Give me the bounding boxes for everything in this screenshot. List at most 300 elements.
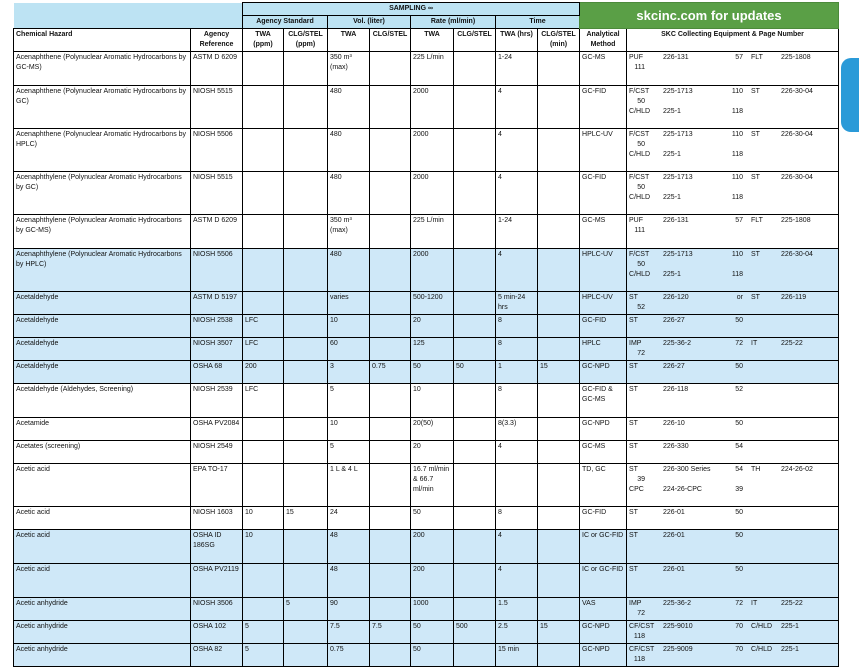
equipment-part: 226-30-04 (781, 88, 813, 95)
table-row (14, 441, 839, 464)
cell-chemical-hazard: Acetic acid (14, 564, 191, 598)
table-row (14, 418, 839, 441)
cell-time-clg (538, 441, 580, 464)
cell-rate-clg (454, 418, 496, 441)
cell-twa-ppm (243, 249, 284, 292)
equipment-line (629, 362, 836, 382)
equipment-part: 226-131 (663, 217, 689, 224)
cell-vol-twa: 48 (328, 530, 370, 564)
equipment-part: 225-1713 (663, 174, 693, 181)
equipment-line (629, 442, 836, 462)
cell-time-clg (538, 564, 580, 598)
cell-analytical-method: TD, GC (580, 464, 627, 507)
cell-agency-reference: NIOSH 5515 (191, 86, 243, 129)
cell-rate-clg (454, 249, 496, 292)
equipment-part: FLT (751, 54, 763, 61)
cell-equipment (627, 86, 839, 129)
cell-clg-stel-ppm (284, 249, 328, 292)
equipment-part: 50 (735, 420, 744, 427)
cell-agency-reference: NIOSH 2539 (191, 384, 243, 418)
corner-blank (14, 3, 243, 16)
cell-vol-twa: 5 (328, 441, 370, 464)
cell-vol-twa: 60 (328, 338, 370, 361)
equipment-part: ST (629, 317, 638, 324)
cell-equipment (627, 464, 839, 507)
cell-agency-reference: OSHA 68 (191, 361, 243, 384)
cell-time-twa: 5 min-24 hrs (496, 292, 538, 315)
equipment-part: 225-1 (663, 151, 681, 158)
cell-vol-clg (370, 644, 411, 667)
equipment-part: 226-01 (663, 532, 685, 539)
cell-chemical-hazard: Acetaldehyde (14, 361, 191, 384)
cell-chemical-hazard: Acetic acid (14, 530, 191, 564)
equipment-part: ST (629, 466, 638, 473)
equipment-part: 225-1713 (663, 88, 693, 95)
cell-vol-twa: 350 m³ (max) (328, 52, 370, 86)
equipment-part: 225-1713 (663, 131, 693, 138)
equipment-part: CPC (629, 486, 644, 493)
cell-rate-twa: 50 (411, 644, 454, 667)
cell-agency-reference: OSHA PV2119 (191, 564, 243, 598)
cell-clg-stel-ppm (284, 292, 328, 315)
equipment-part: IMP (629, 340, 642, 347)
equipment-part: 225-36-2 (663, 600, 692, 607)
cell-clg-stel-ppm (284, 172, 328, 215)
equipment-part: 72 (637, 350, 646, 357)
sampling-group-row (14, 3, 839, 16)
cell-rate-clg (454, 86, 496, 129)
cell-equipment (627, 598, 839, 621)
equipment-part: F/CST (629, 131, 650, 138)
equipment-part: 225-1 (663, 271, 681, 278)
cell-rate-clg (454, 598, 496, 621)
equipment-part: 72 (637, 610, 646, 617)
cell-agency-reference: NIOSH 1603 (191, 507, 243, 530)
cell-time-clg (538, 249, 580, 292)
equipment-part: 226-27 (663, 317, 685, 324)
sampling-header: SAMPLING ∞ (243, 3, 580, 16)
table-row (14, 315, 839, 338)
equipment-part: ST (751, 131, 760, 138)
cell-analytical-method: HPLC (580, 338, 627, 361)
cell-rate-clg (454, 338, 496, 361)
cell-rate-twa: 225 L/min (411, 215, 454, 249)
cell-rate-clg (454, 52, 496, 86)
cell-chemical-hazard: Acetic anhydride (14, 598, 191, 621)
cell-rate-clg (454, 215, 496, 249)
equipment-part: 226-118 (663, 386, 689, 393)
equipment-part: 225-1808 (781, 54, 811, 61)
cell-vol-clg: 7.5 (370, 621, 411, 644)
cell-rate-twa: 225 L/min (411, 52, 454, 86)
cell-clg-stel-ppm (284, 530, 328, 564)
equipment-line (629, 130, 836, 150)
table-row (14, 564, 839, 598)
cell-chemical-hazard: Acetaldehyde (14, 338, 191, 361)
cell-rate-twa: 2000 (411, 129, 454, 172)
cell-agency-reference: NIOSH 3507 (191, 338, 243, 361)
cell-twa-ppm: LFC (243, 315, 284, 338)
cell-rate-twa: 200 (411, 564, 454, 598)
equipment-part: FLT (751, 217, 763, 224)
equipment-part: 226-330 (663, 443, 689, 450)
equipment-part: C/HLD (629, 151, 651, 158)
equipment-part: PUF (629, 54, 644, 61)
cell-vol-clg (370, 172, 411, 215)
equipment-part: 52 (735, 386, 744, 393)
cell-chemical-hazard: Acetates (screening) (14, 441, 191, 464)
table-row (14, 172, 839, 215)
cell-rate-twa: 2000 (411, 172, 454, 215)
cell-agency-reference: ASTM D 5197 (191, 292, 243, 315)
equipment-part: 118 (731, 151, 744, 158)
cell-twa-ppm (243, 598, 284, 621)
equipment-part: 224-26-CPC (663, 486, 702, 493)
cell-agency-reference: NIOSH 2549 (191, 441, 243, 464)
cell-time-twa: 1 (496, 361, 538, 384)
table-row (14, 249, 839, 292)
equipment-part: ST (629, 386, 638, 393)
cell-time-clg (538, 338, 580, 361)
equipment-part: 39 (735, 486, 744, 493)
cell-agency-reference: NIOSH 5515 (191, 172, 243, 215)
table-row (14, 86, 839, 129)
cell-equipment (627, 338, 839, 361)
equipment-part: 110 (731, 131, 744, 138)
chemical-hazard-header: Chemical Hazard (14, 29, 191, 52)
equipment-line (629, 173, 836, 193)
cell-vol-twa: 480 (328, 172, 370, 215)
cell-chemical-hazard: Acetic anhydride (14, 644, 191, 667)
rate-header: Rate (ml/min) (411, 16, 496, 29)
equipment-part: 118 (731, 108, 744, 115)
cell-clg-stel-ppm (284, 418, 328, 441)
cell-twa-ppm (243, 464, 284, 507)
cell-time-twa: 4 (496, 530, 538, 564)
cell-rate-twa: 200 (411, 530, 454, 564)
updates-banner[interactable]: skcinc.com for updates (580, 3, 839, 29)
equipment-part: 57 (735, 217, 744, 224)
cell-equipment (627, 215, 839, 249)
cell-time-twa: 4 (496, 249, 538, 292)
equipment-part: TH (751, 466, 761, 473)
equipment-part: F/CST (629, 251, 650, 258)
equipment-part: 50 (735, 566, 744, 573)
cell-rate-twa: 16.7 ml/min & 66.7 ml/min (411, 464, 454, 507)
equipment-part: 225-9010 (663, 623, 693, 630)
rate-twa-header: TWA (411, 29, 454, 52)
time-clg-header: CLG/STEL (min) (538, 29, 580, 52)
cell-analytical-method: VAS (580, 598, 627, 621)
cell-time-clg (538, 315, 580, 338)
cell-agency-reference: OSHA PV2084 (191, 418, 243, 441)
cell-time-twa: 15 min (496, 644, 538, 667)
cell-agency-reference: NIOSH 2538 (191, 315, 243, 338)
cell-chemical-hazard: Acetaldehyde (Aldehydes, Screening) (14, 384, 191, 418)
equipment-part: 50 (735, 363, 744, 370)
cell-twa-ppm: 10 (243, 530, 284, 564)
equipment-part: PUF (629, 217, 644, 224)
equipment-part: ST (629, 443, 638, 450)
equipment-part: 50 (637, 184, 646, 191)
equipment-part: F/CST (629, 88, 650, 95)
cell-clg-stel-ppm (284, 338, 328, 361)
equipment-part: C/HLD (751, 646, 773, 653)
cell-agency-reference: NIOSH 5506 (191, 249, 243, 292)
cell-time-twa: 4 (496, 564, 538, 598)
side-tab[interactable] (841, 58, 859, 132)
cell-twa-ppm (243, 129, 284, 172)
cell-time-twa: 8(3.3) (496, 418, 538, 441)
cell-equipment (627, 361, 839, 384)
equipment-line (629, 465, 836, 485)
equipment-part: or (736, 294, 744, 301)
cell-time-clg (538, 464, 580, 507)
cell-vol-clg (370, 249, 411, 292)
cell-clg-stel-ppm (284, 564, 328, 598)
equipment-part: 225-22 (781, 340, 803, 347)
cell-agency-reference: OSHA 102 (191, 621, 243, 644)
cell-time-twa: 8 (496, 507, 538, 530)
equipment-line (629, 485, 836, 505)
equipment-line (629, 293, 836, 313)
cell-twa-ppm (243, 52, 284, 86)
equipment-part: 226-30-04 (781, 174, 813, 181)
cell-time-clg: 15 (538, 621, 580, 644)
equipment-part: 50 (735, 509, 744, 516)
cell-twa-ppm: 5 (243, 644, 284, 667)
cell-vol-twa: 24 (328, 507, 370, 530)
cell-clg-stel-ppm (284, 315, 328, 338)
cell-rate-clg (454, 441, 496, 464)
cell-twa-ppm: 10 (243, 507, 284, 530)
table-body (14, 52, 839, 667)
equipment-line (629, 339, 836, 359)
cell-chemical-hazard: Acetic anhydride (14, 621, 191, 644)
equipment-line (629, 53, 836, 73)
cell-time-twa: 2.5 (496, 621, 538, 644)
cell-vol-clg (370, 215, 411, 249)
equipment-part: C/HLD (629, 271, 651, 278)
table-row (14, 215, 839, 249)
equipment-part: CF/CST (629, 623, 655, 630)
cell-clg-stel-ppm (284, 129, 328, 172)
equipment-line (629, 599, 836, 619)
equipment-part: C/HLD (629, 194, 651, 201)
cell-vol-clg (370, 464, 411, 507)
cell-chemical-hazard: Acetamide (14, 418, 191, 441)
equipment-part: ST (629, 509, 638, 516)
equipment-part: 226-01 (663, 566, 685, 573)
cell-time-clg (538, 129, 580, 172)
cell-rate-clg (454, 129, 496, 172)
cell-clg-stel-ppm: 15 (284, 507, 328, 530)
cell-clg-stel-ppm (284, 441, 328, 464)
cell-rate-clg: 50 (454, 361, 496, 384)
cell-rate-twa: 50 (411, 621, 454, 644)
cell-rate-twa: 2000 (411, 249, 454, 292)
equipment-part: 226-300 Series (663, 466, 711, 473)
cell-time-clg (538, 530, 580, 564)
cell-chemical-hazard: Acetic acid (14, 464, 191, 507)
cell-vol-twa: 480 (328, 249, 370, 292)
table-row (14, 507, 839, 530)
cell-time-clg (538, 598, 580, 621)
equipment-line (629, 531, 836, 551)
cell-rate-clg (454, 292, 496, 315)
equipment-part: ST (629, 363, 638, 370)
equipment-part: 224-26-02 (781, 466, 813, 473)
cell-chemical-hazard: Acetaldehyde (14, 292, 191, 315)
table-row (14, 464, 839, 507)
equipment-part: 225-1 (781, 623, 799, 630)
cell-vol-clg (370, 338, 411, 361)
cell-vol-clg (370, 86, 411, 129)
cell-time-clg (538, 644, 580, 667)
cell-chemical-hazard: Acenaphthylene (Polynuclear Aromatic Hydrocarbons by GC) (14, 172, 191, 215)
equipment-part: ST (629, 532, 638, 539)
cell-equipment (627, 530, 839, 564)
column-header-row (14, 29, 839, 52)
cell-vol-twa: 10 (328, 315, 370, 338)
equipment-part: 50 (637, 98, 646, 105)
equipment-part: 110 (731, 174, 744, 181)
equipment-part: 70 (735, 623, 744, 630)
cell-time-twa: 1-24 (496, 52, 538, 86)
equipment-part: 39 (637, 476, 646, 483)
cell-time-clg: 15 (538, 361, 580, 384)
sampling-table (13, 2, 839, 667)
equipment-part: 225-36-2 (663, 340, 692, 347)
equipment-part: 111 (634, 227, 646, 234)
cell-vol-twa: 480 (328, 86, 370, 129)
cell-chemical-hazard: Acenaphthylene (Polynuclear Aromatic Hydrocarbons by GC-MS) (14, 215, 191, 249)
equipment-line (629, 150, 836, 170)
cell-rate-clg (454, 315, 496, 338)
equipment-line (629, 216, 836, 236)
cell-analytical-method: GC-FID & GC-MS (580, 384, 627, 418)
cell-time-twa: 8 (496, 315, 538, 338)
cell-time-twa: 1-24 (496, 215, 538, 249)
cell-vol-clg (370, 292, 411, 315)
cell-time-twa: 8 (496, 384, 538, 418)
cell-chemical-hazard: Acenaphthene (Polynuclear Aromatic Hydrocarbons by GC-MS) (14, 52, 191, 86)
cell-time-clg (538, 215, 580, 249)
equipment-part: IMP (629, 600, 642, 607)
cell-twa-ppm (243, 564, 284, 598)
cell-rate-twa: 50 (411, 507, 454, 530)
agency-standard-header: Agency Standard (243, 16, 328, 29)
equipment-part: C/HLD (629, 108, 651, 115)
cell-vol-twa: 480 (328, 129, 370, 172)
equipment-line (629, 250, 836, 270)
cell-chemical-hazard: Acenaphthylene (Polynuclear Aromatic Hydrocarbons by HPLC) (14, 249, 191, 292)
cell-equipment (627, 441, 839, 464)
cell-vol-twa: 7.5 (328, 621, 370, 644)
equipment-part: 52 (637, 304, 646, 311)
cell-vol-twa: 90 (328, 598, 370, 621)
cell-twa-ppm (243, 418, 284, 441)
cell-equipment (627, 418, 839, 441)
equipment-line (629, 645, 836, 665)
cell-analytical-method: GC-FID (580, 172, 627, 215)
cell-analytical-method: GC-NPD (580, 621, 627, 644)
cell-rate-clg (454, 644, 496, 667)
cell-vol-clg (370, 315, 411, 338)
equipment-part: 110 (731, 88, 744, 95)
cell-equipment (627, 249, 839, 292)
equipment-part: 70 (735, 646, 744, 653)
table-row (14, 598, 839, 621)
equipment-part: 110 (731, 251, 744, 258)
equipment-part: IT (751, 600, 758, 607)
vol-twa-header: TWA (328, 29, 370, 52)
equipment-part: 57 (735, 54, 744, 61)
cell-analytical-method: HPLC-UV (580, 129, 627, 172)
cell-rate-twa: 20 (411, 315, 454, 338)
cell-agency-reference: ASTM D 6209 (191, 52, 243, 86)
cell-agency-reference: EPA TO-17 (191, 464, 243, 507)
time-header: Time (496, 16, 580, 29)
agency-reference-header: Agency Reference (191, 29, 243, 52)
cell-twa-ppm (243, 292, 284, 315)
vol-clg-header: CLG/STEL (370, 29, 411, 52)
cell-analytical-method: HPLC-UV (580, 249, 627, 292)
cell-rate-clg (454, 384, 496, 418)
equipment-part: 225-1808 (781, 217, 811, 224)
cell-time-twa: 4 (496, 441, 538, 464)
equipment-part: ST (751, 88, 760, 95)
cell-analytical-method: HPLC-UV (580, 292, 627, 315)
cell-equipment (627, 564, 839, 598)
cell-rate-twa: 1000 (411, 598, 454, 621)
equipment-part: ST (629, 420, 638, 427)
table-row (14, 129, 839, 172)
equipment-part: 54 (735, 443, 744, 450)
cell-rate-twa: 10 (411, 384, 454, 418)
equipment-part: 72 (735, 340, 744, 347)
cell-time-twa: 1.5 (496, 598, 538, 621)
equipment-line (629, 385, 836, 405)
equipment-part: 226-30-04 (781, 131, 813, 138)
cell-time-clg (538, 418, 580, 441)
equipment-part: 118 (731, 271, 744, 278)
table-row (14, 644, 839, 667)
cell-equipment (627, 315, 839, 338)
cell-vol-twa: 350 m³ (max) (328, 215, 370, 249)
equipment-part: 225-1 (663, 194, 681, 201)
equipment-line (629, 508, 836, 528)
equipment-part: 50 (637, 261, 646, 268)
cell-agency-reference: NIOSH 5506 (191, 129, 243, 172)
cell-time-clg (538, 52, 580, 86)
cell-vol-clg (370, 598, 411, 621)
cell-rate-twa: 125 (411, 338, 454, 361)
corner-blank-2 (14, 16, 243, 29)
table-row (14, 361, 839, 384)
cell-vol-twa: 0.75 (328, 644, 370, 667)
cell-vol-clg (370, 441, 411, 464)
cell-vol-clg (370, 564, 411, 598)
cell-analytical-method: GC-FID (580, 507, 627, 530)
clg-stel-ppm-header: CLG/STEL (ppm) (284, 29, 328, 52)
equipment-line (629, 622, 836, 642)
equipment-part: 226-10 (663, 420, 685, 427)
equipment-part: 50 (637, 141, 646, 148)
cell-vol-clg (370, 129, 411, 172)
cell-rate-clg (454, 564, 496, 598)
cell-twa-ppm: 5 (243, 621, 284, 644)
